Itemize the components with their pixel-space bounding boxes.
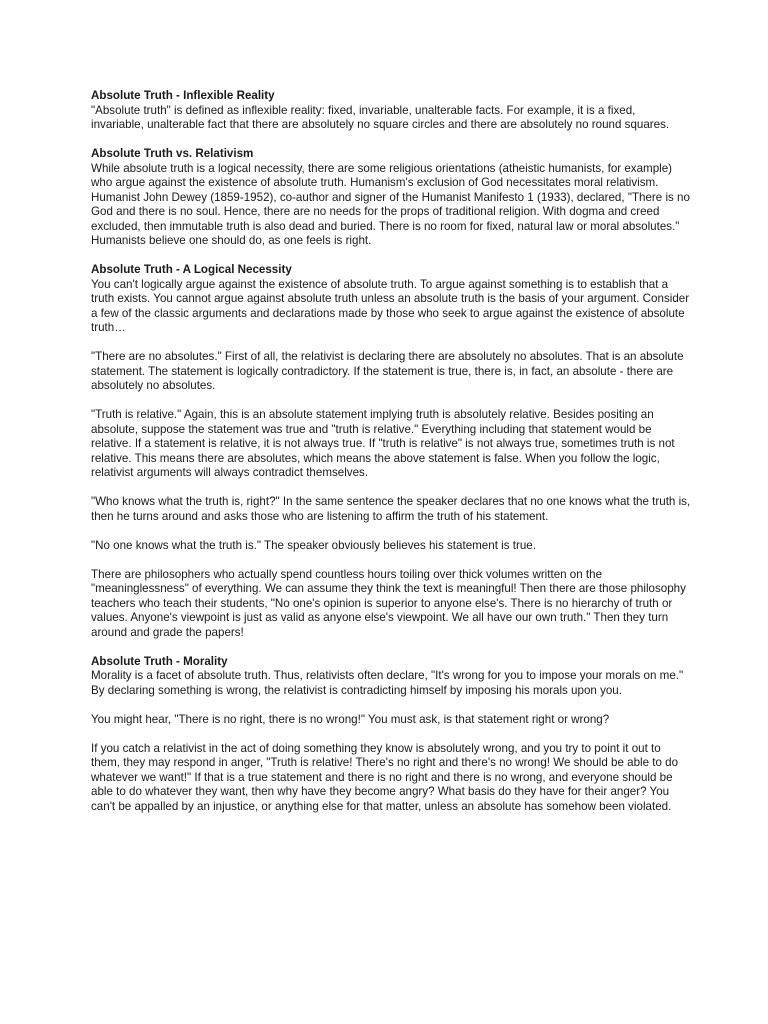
section-paragraph: There are philosophers who actually spend countless hours toiling over thick volumes written on the "meaninglessness" of everything. We can assume they think the text is meaningful! Then there are those philosophy teachers who teach their students, "No one's opinion is superior to anyone else's. There is no hierarchy of truth or values. Anyone's viewpoint is just as valid as anyone else's viewpoint. We all have our own truth." Then they turn around and grade the papers! [91,567,686,639]
section-heading: Absolute Truth - Morality [91,654,228,668]
section-vs-relativism [91,147,691,249]
document-page [91,89,691,829]
section-heading: Absolute Truth - A Logical Necessity [91,263,292,276]
section-paragraph: You might hear, "There is no right, there is no wrong!" You must ask, is that statement right or wrong? [91,712,610,726]
section-heading: Absolute Truth vs. Relativism [91,147,254,160]
section-paragraph: "No one knows what the truth is." The speaker obviously believes his statement is true. [91,538,536,552]
section-paragraph: You can't logically argue against the existence of absolute truth. To argue against something is to establish that a truth exists. You cannot argue against absolute truth unless an absolute truth is the basis of your argument. Consider a few of the classic arguments and declarations made by those who seek to argue against the existence of absolute truth… [91,277,690,334]
section-logical-necessity [91,263,691,640]
section-paragraph: "There are no absolutes." First of all, the relativist is declaring there are absolutely no absolutes. That is an absolute statement. The statement is logically contradictory. If the statement is true, there is, in fact, an absolute - there are absolutely no absolutes. [91,350,684,392]
section-heading: Absolute Truth - Inflexible Reality [91,89,275,102]
section-paragraph: While absolute truth is a logical necessity, there are some religious orientations (atheistic humanists, for example) who argue against the existence of absolute truth. Humanism's exclusion of God necessitates moral relativism. Humanist John Dewey (1859-1952), co-author and signer of the Humanist Manifesto 1 (1933), declared, "There is no God and there is no soul. Hence, there are no needs for the props of traditional religion. With dogma and creed excluded, then immutable truth is also dead and buried. There is no room for fixed, natural law or moral absolutes." Humanists believe one should do, as one feels is right. [91,161,690,247]
section-morality [91,655,691,815]
section-paragraph: "Who knows what the truth is, right?" In the same sentence the speaker declares that no one knows what the truth is, then he turns around and asks those who are listening to affirm the truth of his statement. [91,495,691,523]
section-paragraph: If you catch a relativist in the act of doing something they know is absolutely wrong, and you try to point it out to them, they may respond in anger, "Truth is relative! There's no right and there's no wrong! We should be able to do whatever we want!" If that is a true statement and there is no right and there is no wrong, and everyone should be able to do whatever they want, then why have they become angry? What basis do they have for their anger? You can't be appalled by an injustice, or anything else for that matter, unless an absolute has somehow been violated. [91,741,679,813]
section-paragraph: Morality is a facet of absolute truth. Thus, relativists often declare, "It's wrong for you to impose your morals on me." By declaring something is wrong, the relativist is contradicting himself by imposing his morals upon you. [91,669,684,697]
section-paragraph: "Truth is relative." Again, this is an absolute statement implying truth is absolutely relative. Besides positing an absolute, suppose the statement was true and "truth is relative." Everything including that statement would be relative. If a statement is relative, it is not always true. If "truth is relative" is not always true, sometimes truth is not relative. This means there are absolutes, which means the above statement is false. When you follow the logic, relativist arguments will always contradict themselves. [91,408,675,479]
section-paragraph: "Absolute truth" is defined as inflexible reality: fixed, invariable, unalterable facts. For example, it is a fixed, invariable, unalterable fact that there are absolutely no square circles and there are absolutely no round squares. [91,103,670,131]
section-inflexible-reality [91,89,691,133]
